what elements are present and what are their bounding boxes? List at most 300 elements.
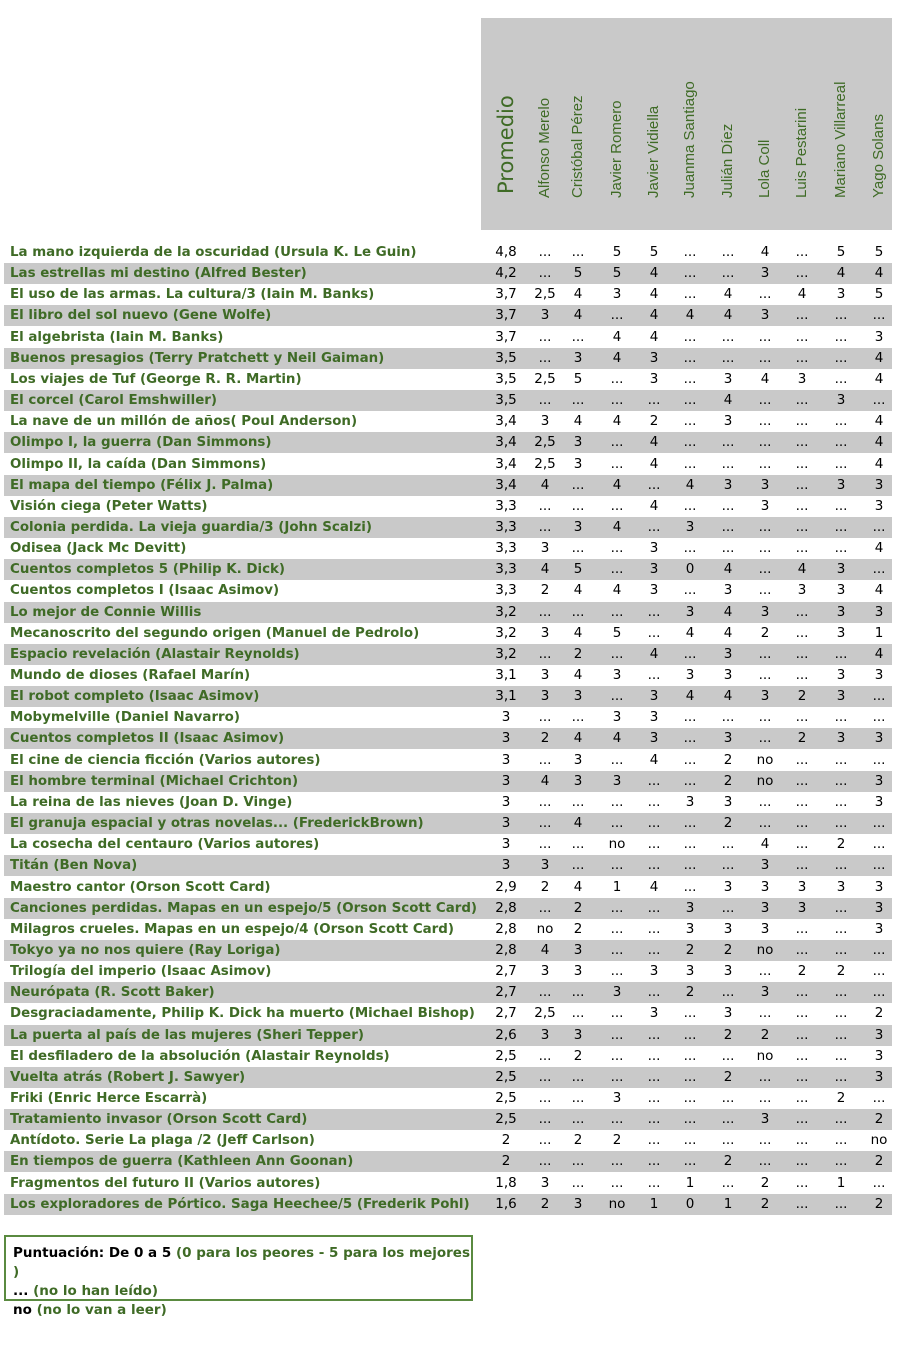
rating-cell: 3 xyxy=(874,667,884,683)
rating-cell: 4 xyxy=(685,625,695,641)
rating-cell: ... xyxy=(758,646,772,662)
rating-cell: ... xyxy=(647,604,661,620)
average-cell: 3,3 xyxy=(495,540,517,556)
book-title: El robot completo (Isaac Asimov) xyxy=(10,689,260,704)
rating-cell: ... xyxy=(538,1090,552,1106)
rating-cell: 4 xyxy=(723,625,733,641)
table-row xyxy=(4,263,892,284)
rating-cell: ... xyxy=(538,752,552,768)
average-cell: 3,3 xyxy=(495,498,517,514)
average-cell: 3,1 xyxy=(495,688,517,704)
rating-cell: ... xyxy=(834,413,848,429)
average-cell: 3 xyxy=(501,752,511,768)
rating-cell: 2,5 xyxy=(534,371,556,387)
rating-cell: ... xyxy=(834,709,848,725)
rating-cell: ... xyxy=(610,561,624,577)
rating-cell: ... xyxy=(610,371,624,387)
rating-cell: ... xyxy=(538,836,552,852)
rating-cell: ... xyxy=(872,963,886,979)
rating-cell: ... xyxy=(758,350,772,366)
book-title: La nave de un millón de años( Poul Anderson) xyxy=(10,414,358,429)
book-title: La reina de las nieves (Joan D. Vinge) xyxy=(10,795,293,810)
rating-cell: ... xyxy=(610,604,624,620)
rating-cell: ... xyxy=(647,921,661,937)
rating-cell: ... xyxy=(834,857,848,873)
rating-cell: no xyxy=(536,921,554,937)
rating-cell: ... xyxy=(834,1069,848,1085)
rating-cell: ... xyxy=(571,604,585,620)
rating-cell: ... xyxy=(721,434,735,450)
book-title: Cuentos completos I (Isaac Asimov) xyxy=(10,583,280,598)
rating-cell: ... xyxy=(610,646,624,662)
table-row xyxy=(4,834,892,855)
rating-cell: ... xyxy=(795,244,809,260)
rating-cell: ... xyxy=(795,350,809,366)
column-header-9 xyxy=(823,18,859,230)
book-title: El libro del sol nuevo (Gene Wolfe) xyxy=(10,308,272,323)
table-row xyxy=(4,686,892,707)
rating-cell: 5 xyxy=(649,244,659,260)
average-cell: 3,7 xyxy=(495,286,517,302)
rating-cell: ... xyxy=(721,265,735,281)
rating-cell: 4 xyxy=(573,582,583,598)
rating-cell: 3 xyxy=(540,1027,550,1043)
rating-cell: ... xyxy=(721,350,735,366)
average-cell: 4,2 xyxy=(495,265,517,281)
rating-cell: ... xyxy=(683,286,697,302)
rating-cell: 3 xyxy=(612,667,622,683)
book-title: El desfiladero de la absolución (Alastair Reynolds) xyxy=(10,1049,390,1064)
rating-cell: ... xyxy=(683,350,697,366)
rating-cell: ... xyxy=(795,984,809,1000)
table-row xyxy=(4,813,892,834)
book-title: Olimpo II, la caída (Dan Simmons) xyxy=(10,457,267,472)
average-cell: 2,5 xyxy=(495,1111,517,1127)
book-title: Odisea (Jack Mc Devitt) xyxy=(10,541,187,556)
average-cell: 3,5 xyxy=(495,392,517,408)
rating-cell: ... xyxy=(610,307,624,323)
table-row xyxy=(4,538,892,559)
column-header-label: Lola Coll xyxy=(756,139,773,198)
book-title: El hombre terminal (Michael Crichton) xyxy=(10,774,299,789)
average-cell: 2 xyxy=(501,1153,511,1169)
rating-cell: 4 xyxy=(612,350,622,366)
rating-cell: 4 xyxy=(612,582,622,598)
rating-cell: ... xyxy=(610,456,624,472)
rating-cell: ... xyxy=(758,392,772,408)
table-row xyxy=(4,919,892,940)
rating-cell: ... xyxy=(571,1175,585,1191)
rating-cell: ... xyxy=(795,857,809,873)
rating-cell: ... xyxy=(538,604,552,620)
rating-cell: ... xyxy=(872,752,886,768)
table-row xyxy=(4,305,892,326)
legend-line-wont-read: no (no lo van a leer) xyxy=(13,1302,167,1318)
book-title: El algebrista (Iain M. Banks) xyxy=(10,330,224,345)
rating-cell: 3 xyxy=(685,963,695,979)
book-title: Milagros crueles. Mapas en un espejo/4 (Orson Scott Card) xyxy=(10,922,454,937)
table-row xyxy=(4,390,892,411)
rating-cell: ... xyxy=(610,1005,624,1021)
rating-cell: 3 xyxy=(723,730,733,746)
rating-cell: ... xyxy=(721,519,735,535)
rating-cell: ... xyxy=(538,1069,552,1085)
rating-cell: 4 xyxy=(836,265,846,281)
rating-cell: ... xyxy=(758,540,772,556)
rating-cell: 3 xyxy=(685,604,695,620)
rating-cell: 3 xyxy=(612,709,622,725)
rating-cell: ... xyxy=(721,1132,735,1148)
rating-cell: 3 xyxy=(760,857,770,873)
rating-cell: no xyxy=(608,1196,626,1212)
rating-cell: 4 xyxy=(723,561,733,577)
table-row xyxy=(4,1130,892,1151)
rating-cell: ... xyxy=(795,498,809,514)
rating-cell: ... xyxy=(571,1153,585,1169)
rating-cell: 4 xyxy=(797,561,807,577)
rating-cell: ... xyxy=(647,1048,661,1064)
rating-cell: 4 xyxy=(649,434,659,450)
rating-cell: 3 xyxy=(612,286,622,302)
rating-cell: 3 xyxy=(573,1196,583,1212)
rating-cell: ... xyxy=(834,540,848,556)
book-title: El uso de las armas. La cultura/3 (Iain M. Banks) xyxy=(10,287,375,302)
rating-cell: 4 xyxy=(685,688,695,704)
rating-cell: 3 xyxy=(573,773,583,789)
column-header-1 xyxy=(527,18,563,230)
rating-cell: ... xyxy=(610,1175,624,1191)
rating-cell: 3 xyxy=(573,350,583,366)
column-header-label: Alfonso Merelo xyxy=(536,97,553,198)
table-row xyxy=(4,750,892,771)
rating-cell: 3 xyxy=(874,1027,884,1043)
rating-cell: ... xyxy=(683,646,697,662)
rating-cell: 3 xyxy=(649,730,659,746)
rating-cell: ... xyxy=(834,1153,848,1169)
average-cell: 2,7 xyxy=(495,963,517,979)
rating-cell: ... xyxy=(610,963,624,979)
rating-cell: ... xyxy=(758,456,772,472)
table-row xyxy=(4,961,892,982)
rating-cell: ... xyxy=(795,1196,809,1212)
rating-cell: ... xyxy=(872,688,886,704)
rating-cell: 3 xyxy=(573,434,583,450)
rating-cell: 3 xyxy=(760,498,770,514)
rating-cell: ... xyxy=(872,307,886,323)
rating-cell: ... xyxy=(834,519,848,535)
rating-cell: 4 xyxy=(874,350,884,366)
rating-cell: 3 xyxy=(874,329,884,345)
column-header-label: Javier Romero xyxy=(608,100,625,198)
rating-cell: 2 xyxy=(573,1048,583,1064)
rating-cell: 5 xyxy=(573,265,583,281)
average-cell: 3,4 xyxy=(495,413,517,429)
rating-cell: 4 xyxy=(649,286,659,302)
book-title: Canciones perdidas. Mapas en un espejo/5 (Orson Scott Card) xyxy=(10,901,478,916)
rating-cell: 2 xyxy=(723,1027,733,1043)
rating-cell: ... xyxy=(758,434,772,450)
rating-cell: 3 xyxy=(573,1027,583,1043)
table-row xyxy=(4,348,892,369)
average-cell: 3,5 xyxy=(495,371,517,387)
rating-cell: 3 xyxy=(723,413,733,429)
rating-cell: ... xyxy=(647,1175,661,1191)
rating-cell: 3 xyxy=(573,942,583,958)
average-cell: 2,5 xyxy=(495,1090,517,1106)
rating-cell: ... xyxy=(610,1048,624,1064)
rating-cell: ... xyxy=(647,794,661,810)
rating-cell: 3 xyxy=(540,413,550,429)
rating-cell: ... xyxy=(834,984,848,1000)
rating-cell: 3 xyxy=(836,604,846,620)
rating-cell: 4 xyxy=(540,942,550,958)
rating-cell: ... xyxy=(683,815,697,831)
table-row xyxy=(4,327,892,348)
rating-cell: 3 xyxy=(874,477,884,493)
rating-cell: ... xyxy=(610,815,624,831)
table-row xyxy=(4,728,892,749)
rating-cell: 3 xyxy=(649,540,659,556)
rating-cell: ... xyxy=(538,498,552,514)
rating-cell: 4 xyxy=(540,773,550,789)
rating-cell: 2 xyxy=(836,963,846,979)
rating-cell: ... xyxy=(683,1090,697,1106)
rating-cell: ... xyxy=(834,434,848,450)
rating-cell: ... xyxy=(610,434,624,450)
book-title: Los viajes de Tuf (George R. R. Martin) xyxy=(10,372,302,387)
rating-cell: 3 xyxy=(760,879,770,895)
table-row xyxy=(4,707,892,728)
rating-cell: 2 xyxy=(760,625,770,641)
rating-cell: ... xyxy=(795,794,809,810)
rating-cell: 3 xyxy=(874,921,884,937)
book-title: Titán (Ben Nova) xyxy=(10,858,138,873)
book-title: Colonia perdida. La vieja guardia/3 (John Scalzi) xyxy=(10,520,372,535)
rating-cell: 5 xyxy=(573,561,583,577)
rating-cell: 3 xyxy=(760,1111,770,1127)
column-header-label: Luis Pestarini xyxy=(793,107,810,198)
rating-cell: 2 xyxy=(760,1027,770,1043)
legend-line-unread: ... (no lo han leído) xyxy=(13,1283,158,1299)
rating-cell: ... xyxy=(683,773,697,789)
rating-cell: ... xyxy=(647,477,661,493)
rating-cell: ... xyxy=(683,329,697,345)
book-title: Los exploradores de Pórtico. Saga Heechee/5 (Frederik Pohl) xyxy=(10,1197,470,1212)
rating-cell: ... xyxy=(758,667,772,683)
rating-cell: ... xyxy=(538,519,552,535)
rating-cell: 3 xyxy=(874,1048,884,1064)
rating-cell: ... xyxy=(571,984,585,1000)
rating-cell: ... xyxy=(795,1175,809,1191)
rating-cell: no xyxy=(756,752,774,768)
rating-cell: ... xyxy=(834,307,848,323)
column-header-10 xyxy=(861,18,897,230)
rating-cell: ... xyxy=(795,1132,809,1148)
average-cell: 3 xyxy=(501,794,511,810)
rating-cell: 2,5 xyxy=(534,456,556,472)
rating-cell: ... xyxy=(647,857,661,873)
rating-cell: ... xyxy=(795,815,809,831)
rating-cell: 3 xyxy=(540,667,550,683)
rating-cell: ... xyxy=(721,857,735,873)
rating-cell: no xyxy=(608,836,626,852)
rating-cell: 2 xyxy=(723,815,733,831)
book-title: La mano izquierda de la oscuridad (Ursula K. Le Guin) xyxy=(10,245,417,260)
rating-cell: ... xyxy=(795,1005,809,1021)
table-row xyxy=(4,602,892,623)
rating-cell: 4 xyxy=(573,730,583,746)
table-row xyxy=(4,1046,892,1067)
rating-cell: 3 xyxy=(649,561,659,577)
rating-cell: ... xyxy=(610,921,624,937)
rating-cell: 1 xyxy=(612,879,622,895)
rating-cell: ... xyxy=(795,1090,809,1106)
rating-cell: ... xyxy=(758,329,772,345)
rating-cell: ... xyxy=(758,709,772,725)
rating-cell: ... xyxy=(610,1027,624,1043)
rating-cell: ... xyxy=(721,1111,735,1127)
rating-cell: 3 xyxy=(685,921,695,937)
rating-cell: 2 xyxy=(540,582,550,598)
column-header-3 xyxy=(599,18,635,230)
rating-cell: ... xyxy=(872,815,886,831)
rating-cell: ... xyxy=(758,815,772,831)
average-cell: 2,7 xyxy=(495,984,517,1000)
rating-cell: 4 xyxy=(723,392,733,408)
rating-cell: 3 xyxy=(836,392,846,408)
rating-cell: 3 xyxy=(723,582,733,598)
rating-cell: 3 xyxy=(612,773,622,789)
book-title: Olimpo I, la guerra (Dan Simmons) xyxy=(10,435,272,450)
book-title: Lo mejor de Connie Willis xyxy=(10,605,202,620)
rating-cell: 2 xyxy=(760,1175,770,1191)
rating-cell: 4 xyxy=(540,477,550,493)
table-row xyxy=(4,432,892,453)
rating-cell: ... xyxy=(683,244,697,260)
rating-cell: ... xyxy=(610,498,624,514)
table-row xyxy=(4,496,892,517)
rating-cell: ... xyxy=(795,307,809,323)
rating-cell: 3 xyxy=(836,625,846,641)
rating-cell: 2 xyxy=(723,773,733,789)
rating-cell: 4 xyxy=(573,307,583,323)
rating-cell: ... xyxy=(571,477,585,493)
rating-cell: 4 xyxy=(573,286,583,302)
average-cell: 2,5 xyxy=(495,1069,517,1085)
rating-cell: 2 xyxy=(874,1111,884,1127)
rating-cell: 4 xyxy=(612,329,622,345)
rating-cell: ... xyxy=(795,1153,809,1169)
average-cell: 3,2 xyxy=(495,625,517,641)
rating-cell: 3 xyxy=(649,582,659,598)
rating-cell: ... xyxy=(538,265,552,281)
rating-cell: 5 xyxy=(612,265,622,281)
rating-cell: ... xyxy=(683,434,697,450)
rating-cell: 3 xyxy=(685,519,695,535)
rating-cell: 0 xyxy=(685,1196,695,1212)
rating-cell: ... xyxy=(647,625,661,641)
rating-cell: 1 xyxy=(836,1175,846,1191)
rating-cell: 3 xyxy=(540,1175,550,1191)
column-header-0 xyxy=(488,18,524,230)
book-title: Las estrellas mi destino (Alfred Bester) xyxy=(10,266,307,281)
book-title: Cuentos completos 5 (Philip K. Dick) xyxy=(10,562,286,577)
rating-cell: 5 xyxy=(612,625,622,641)
rating-cell: 5 xyxy=(573,371,583,387)
rating-cell: 4 xyxy=(760,244,770,260)
table-row xyxy=(4,580,892,601)
rating-cell: ... xyxy=(647,667,661,683)
rating-cell: ... xyxy=(571,540,585,556)
rating-cell: 3 xyxy=(874,604,884,620)
table-row xyxy=(4,665,892,686)
column-header-label: Juanma Santiago xyxy=(681,81,698,198)
column-header-5 xyxy=(672,18,708,230)
rating-cell: no xyxy=(756,1048,774,1064)
rating-cell: ... xyxy=(571,392,585,408)
average-cell: 2,6 xyxy=(495,1027,517,1043)
rating-cell: 3 xyxy=(836,730,846,746)
rating-cell: ... xyxy=(683,1069,697,1085)
rating-cell: ... xyxy=(872,709,886,725)
rating-cell: ... xyxy=(758,1090,772,1106)
rating-cell: 4 xyxy=(612,477,622,493)
rating-cell: ... xyxy=(610,1069,624,1085)
rating-cell: ... xyxy=(795,1027,809,1043)
rating-cell: 3 xyxy=(760,265,770,281)
legend-box xyxy=(4,1235,473,1318)
rating-cell: ... xyxy=(795,646,809,662)
rating-cell: 4 xyxy=(573,413,583,429)
column-header-label: Cristóbal Pérez xyxy=(569,95,586,198)
average-cell: 3,4 xyxy=(495,434,517,450)
rating-cell: ... xyxy=(834,900,848,916)
table-row xyxy=(4,517,892,538)
average-cell: 3,5 xyxy=(495,350,517,366)
rating-cell: ... xyxy=(834,921,848,937)
column-header-label: Yago Solans xyxy=(870,114,887,198)
rating-cell: 3 xyxy=(573,752,583,768)
rating-cell: 4 xyxy=(649,265,659,281)
rating-cell: 4 xyxy=(874,413,884,429)
rating-cell: ... xyxy=(834,794,848,810)
rating-cell: 2,5 xyxy=(534,286,556,302)
book-title: Mundo de dioses (Rafael Marín) xyxy=(10,668,251,683)
rating-cell: 4 xyxy=(760,371,770,387)
rating-cell: 2 xyxy=(540,879,550,895)
rating-cell: ... xyxy=(647,1027,661,1043)
rating-cell: ... xyxy=(834,1196,848,1212)
rating-cell: 2 xyxy=(797,730,807,746)
rating-cell: ... xyxy=(683,540,697,556)
book-title: Friki (Enric Herce Escarrà) xyxy=(10,1091,208,1106)
rating-cell: 4 xyxy=(612,413,622,429)
rating-cell: ... xyxy=(795,836,809,852)
rating-cell: ... xyxy=(683,582,697,598)
rating-cell: 3 xyxy=(540,857,550,873)
rating-cell: 3 xyxy=(649,350,659,366)
rating-cell: ... xyxy=(872,984,886,1000)
rating-cell: ... xyxy=(683,1111,697,1127)
rating-cell: ... xyxy=(795,709,809,725)
rating-cell: ... xyxy=(795,604,809,620)
rating-cell: ... xyxy=(834,371,848,387)
rating-cell: ... xyxy=(647,836,661,852)
average-cell: 2,8 xyxy=(495,921,517,937)
rating-cell: 3 xyxy=(836,477,846,493)
rating-cell: 3 xyxy=(540,307,550,323)
rating-cell: ... xyxy=(538,646,552,662)
